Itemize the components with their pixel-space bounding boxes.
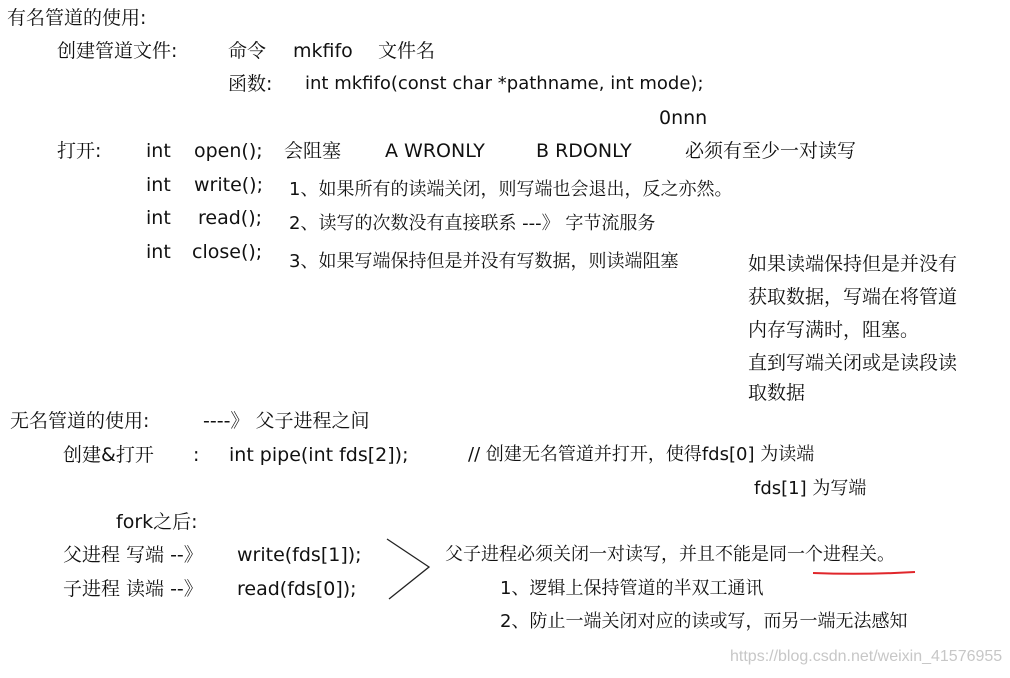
- conclusion-prefix: 父子进程必须关闭一对读写，并且不能是: [445, 544, 769, 565]
- anon-heading-arrow: ----》 父子进程之间: [203, 410, 370, 432]
- create-label: 创建管道文件:: [57, 40, 178, 62]
- mode-note: 0nnn: [659, 107, 708, 129]
- pipe-comment-line2: fds[1] 为写端: [754, 478, 867, 499]
- open-label: 打开:: [57, 140, 102, 162]
- red-underline: [812, 570, 916, 576]
- child-process: 子进程 读端 --》: [63, 578, 203, 600]
- rule-item: 1、如果所有的读端关闭，则写端也会退出，反之亦然。: [289, 179, 733, 200]
- api-read: read();: [198, 207, 263, 229]
- side-note-line: 直到写端关闭或是读段读: [748, 352, 958, 374]
- mode-wronly: A WRONLY: [385, 140, 485, 162]
- pair-note: 必须有至少一对读写: [685, 140, 857, 162]
- function-label: 函数:: [228, 73, 273, 95]
- parent-call: write(fds[1]);: [237, 544, 362, 566]
- anon-pipe-heading: 无名管道的使用:: [10, 410, 150, 432]
- pipe-signature: int pipe(int fds[2]);: [229, 444, 409, 466]
- conclusion-highlight: 同一个进程关: [769, 544, 877, 565]
- create-open-label: 创建&打开: [63, 444, 154, 466]
- bracket-arrow: [385, 537, 433, 601]
- create-open-colon: :: [193, 444, 200, 466]
- command-name: mkfifo: [293, 40, 353, 62]
- named-pipe-heading: 有名管道的使用:: [7, 7, 147, 29]
- mkfifo-signature: int mkfifo(const char *pathname, int mode);: [305, 73, 704, 94]
- reason-item: 1、逻辑上保持管道的半双工通讯: [500, 578, 764, 599]
- api-open: open();: [194, 140, 263, 162]
- side-note-line: 内存写满时，阻塞。: [748, 319, 920, 341]
- side-note-line: 取数据: [748, 382, 806, 404]
- side-note-line: 如果读端保持但是并没有: [748, 253, 958, 275]
- conclusion-suffix: 。: [877, 544, 895, 565]
- reason-item: 2、防止一端关闭对应的读或写，而另一端无法感知: [500, 611, 908, 632]
- api-type: int: [146, 140, 171, 162]
- api-close: close();: [192, 241, 263, 263]
- api-type: int: [146, 241, 171, 263]
- parent-process: 父进程 写端 --》: [63, 544, 203, 566]
- watermark: https://blog.csdn.net/weixin_41576955: [730, 648, 1003, 665]
- mode-rdonly: B RDONLY: [536, 140, 632, 162]
- side-note-line: 获取数据，写端在将管道: [748, 286, 958, 308]
- rule-item: 3、如果写端保持但是并没有写数据，则读端阻塞: [289, 251, 679, 272]
- api-type: int: [146, 207, 171, 229]
- conclusion: [445, 543, 895, 567]
- child-call: read(fds[0]);: [237, 578, 357, 600]
- api-type: int: [146, 174, 171, 196]
- rule-item: 2、读写的次数没有直接联系 ---》 字节流服务: [289, 213, 656, 234]
- command-arg: 文件名: [378, 40, 436, 62]
- block-note: 会阻塞: [284, 140, 342, 162]
- command-label: 命令: [228, 40, 267, 62]
- fork-label: fork之后:: [116, 511, 198, 533]
- pipe-comment: // 创建无名管道并打开，使得fds[0] 为读端: [468, 444, 815, 465]
- api-write: write();: [194, 174, 263, 196]
